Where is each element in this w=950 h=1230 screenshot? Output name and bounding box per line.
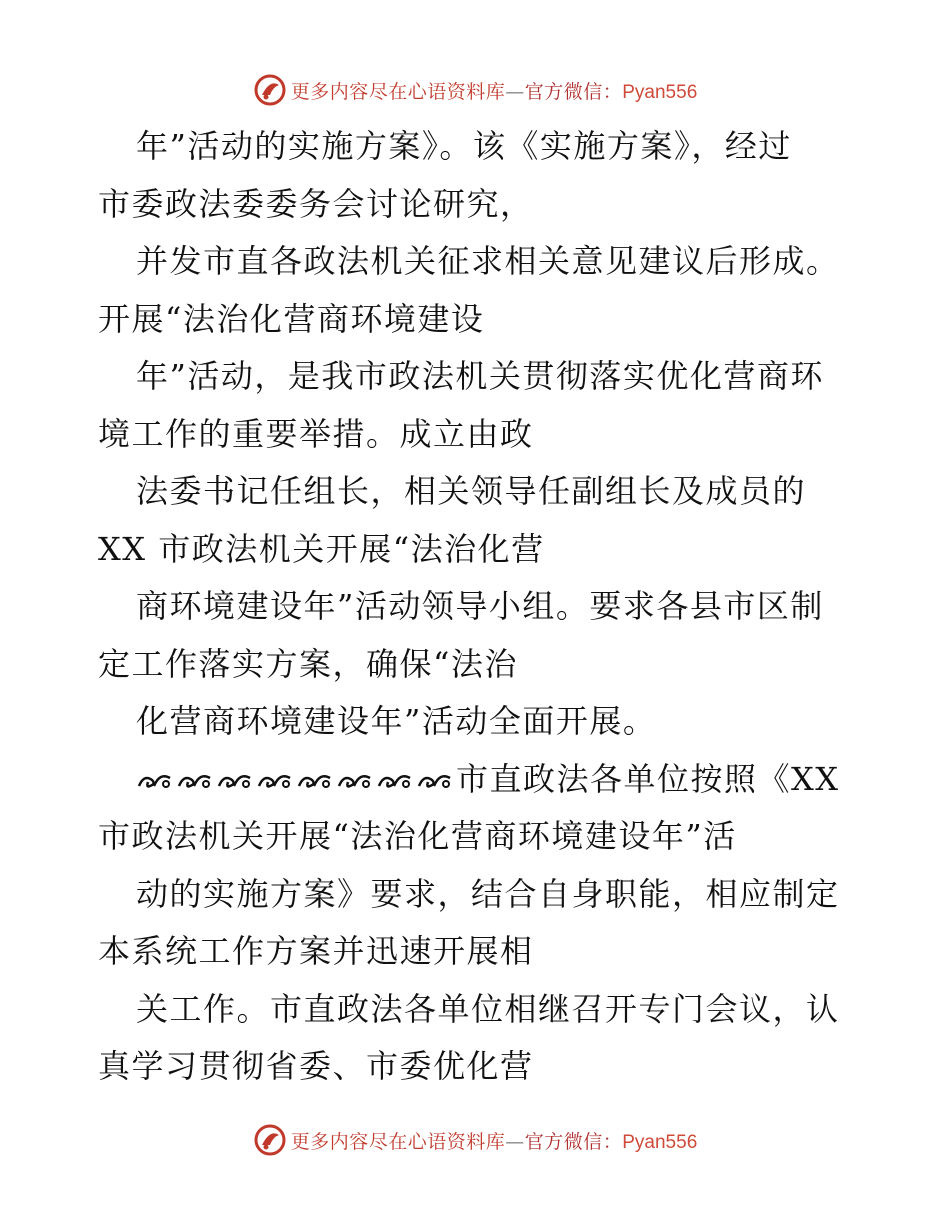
ornament-glyphs-icon (256, 770, 294, 792)
text-line: 法委书记任组长，相关领导任副组长及成员的 (136, 472, 807, 510)
text-line: 开展“法治化营商环境建设 (98, 299, 485, 338)
text-line: 并发市直各政法机关征求相关意见建议后形成。 (136, 242, 840, 280)
banner-separator: — (505, 1130, 525, 1153)
banner-wechat-id: Pyan556 (622, 81, 698, 103)
banner-separator: — (505, 80, 525, 103)
ornament-glyphs-icon (336, 770, 374, 792)
text-line: 境工作的重要举措。成立由政 (98, 414, 534, 453)
banner-brand: 更多内容尽在心语资料库 (290, 1130, 506, 1153)
text-line: 市政法机关开展“法治化营商环境建设年”活 (98, 817, 737, 855)
header-watermark-banner (0, 70, 950, 110)
text-line: 化营商环境建设年”活动全面开展。 (136, 702, 657, 740)
text-line: 本系统工作方案并迅速开展相 (98, 932, 534, 970)
text-line: 市直政法各单位按照《XX (456, 759, 840, 798)
ornament-glyphs-icon (416, 770, 454, 792)
text-line: 商环境建设年”活动领导小组。要求各县市区制 (136, 587, 824, 625)
text-line: 定工作落实方案，确保“法治 (98, 644, 518, 683)
document-body (98, 118, 858, 1096)
text-line: 年”活动，是我市政法机关贯彻落实优化营商环 (136, 357, 824, 395)
ornament-glyphs-icon (216, 770, 254, 792)
banner-text (291, 77, 698, 104)
ornament-glyphs-icon (176, 770, 214, 792)
ornament-glyphs-icon (296, 770, 334, 792)
banner-text (291, 1127, 698, 1154)
brand-logo-icon (253, 1123, 287, 1157)
text-line: 年”活动的实施方案》。该《实施方案》，经过 (136, 127, 792, 165)
text-line: 动的实施方案》要求，结合自身职能，相应制定 (136, 874, 840, 913)
brand-logo-icon (253, 73, 287, 107)
ornament-glyphs-icon (376, 770, 414, 792)
banner-wechat-id: Pyan556 (622, 1131, 698, 1153)
banner-brand: 更多内容尽在心语资料库 (290, 80, 506, 103)
text-line: 市委政法委委务会讨论研究， (98, 184, 534, 223)
banner-label: 官方微信： (524, 1130, 623, 1153)
ornament-glyphs-icon (136, 770, 174, 792)
ornament-line (98, 751, 858, 809)
text-line: XX 市政法机关开展“法治化营 (98, 529, 545, 568)
footer-watermark-banner (0, 1120, 950, 1160)
banner-label: 官方微信： (524, 80, 623, 103)
text-line: 关工作。市直政法各单位相继召开专门会议，认 (136, 989, 840, 1028)
text-line: 真学习贯彻省委、市委优化营 (98, 1047, 534, 1085)
